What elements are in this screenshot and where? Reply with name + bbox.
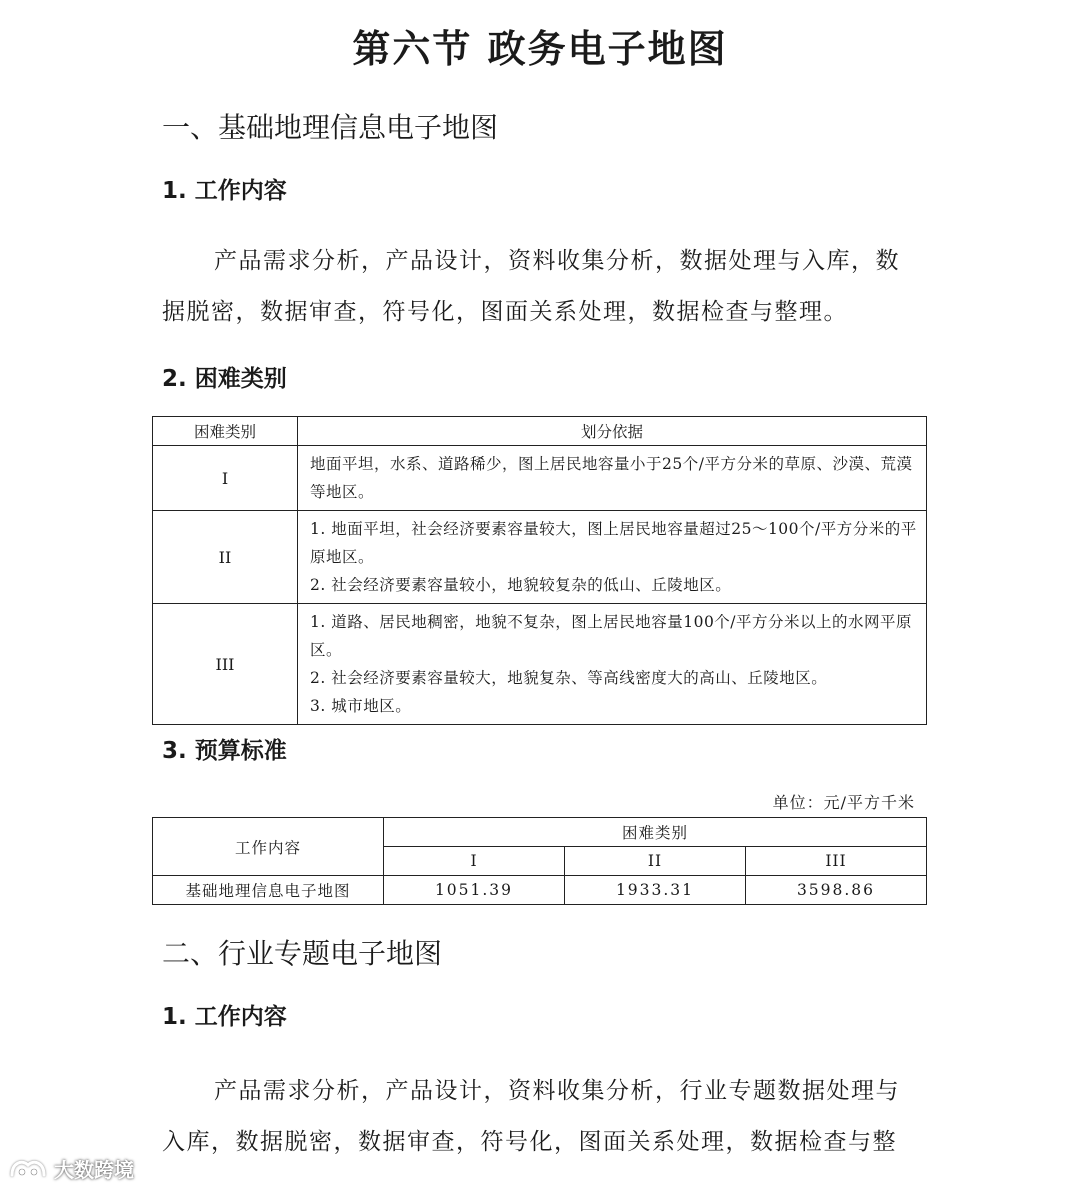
work-content-header: 工作内容: [153, 818, 384, 876]
difficulty-group-header: 困难类别: [384, 818, 927, 847]
difficulty-level: I: [153, 446, 298, 511]
table-row: [153, 446, 927, 511]
level-header: II: [565, 847, 746, 876]
table-row: [153, 876, 927, 905]
criteria-line: 3. 城市地区。: [310, 697, 412, 715]
watermark-text: 大数跨境: [54, 1157, 134, 1182]
work-content-heading: 1. 工作内容: [162, 178, 287, 204]
work-content-line: 入库，数据脱密，数据审查，符号化，图面关系处理，数据检查与整: [162, 1129, 897, 1155]
unit-label: 单位：元/平方千米: [772, 793, 915, 812]
table-header-row: [153, 417, 927, 446]
table-header-cell: 困难类别: [153, 417, 298, 446]
section-heading-basic-map: 一、基础地理信息电子地图: [162, 111, 499, 144]
watermark: [8, 1150, 134, 1186]
criteria-line: 2. 社会经济要素容量较大，地貌复杂、等高线密度大的高山、丘陵地区。: [310, 669, 828, 687]
criteria-line: 2. 社会经济要素容量较小，地貌较复杂的低山、丘陵地区。: [310, 576, 732, 594]
row-label: 基础地理信息电子地图: [153, 876, 384, 905]
budget-heading: 3. 预算标准: [162, 738, 287, 764]
table-header-cell: 划分依据: [298, 417, 927, 446]
page-title: 第六节 政务电子地图: [352, 27, 728, 71]
difficulty-criteria: [298, 511, 927, 604]
difficulty-criteria: [298, 604, 927, 725]
criteria-line: 1. 道路、居民地稠密，地貌不复杂，图上居民地容量100个/平方分米以上的水网平原区。: [310, 613, 913, 659]
difficulty-heading: 2. 困难类别: [162, 366, 287, 392]
difficulty-table: [152, 416, 927, 725]
work-content-paragraph: 产品需求分析，产品设计，资料收集分析，数据处理与入库，数据脱密，数据审查，符号化，图面关系处理，数据检查与整理。: [162, 248, 900, 325]
price-value: 1933.31: [565, 876, 746, 905]
watermark-logo-icon: [8, 1155, 48, 1181]
table-row: [153, 604, 927, 725]
difficulty-level: II: [153, 511, 298, 604]
criteria-line: 1. 地面平坦，社会经济要素容量较大，图上居民地容量超过25～100个/平方分米的平原地区。: [310, 520, 917, 566]
criteria-line: 地面平坦，水系、道路稀少，图上居民地容量小于25个/平方分米的草原、沙漠、荒漠等地区。: [310, 455, 913, 501]
work-content-line: 产品需求分析，产品设计，资料收集分析，行业专题数据处理与: [214, 1078, 900, 1104]
budget-table: [152, 817, 927, 905]
difficulty-level: III: [153, 604, 298, 725]
section-heading-thematic-map: 二、行业专题电子地图: [162, 937, 443, 970]
work-content-heading-2: 1. 工作内容: [162, 1004, 287, 1030]
level-header: III: [746, 847, 927, 876]
table-row: [153, 511, 927, 604]
price-value: 3598.86: [746, 876, 927, 905]
table-header-row: [153, 818, 927, 847]
price-value: 1051.39: [384, 876, 565, 905]
level-header: I: [384, 847, 565, 876]
difficulty-criteria: [298, 446, 927, 511]
